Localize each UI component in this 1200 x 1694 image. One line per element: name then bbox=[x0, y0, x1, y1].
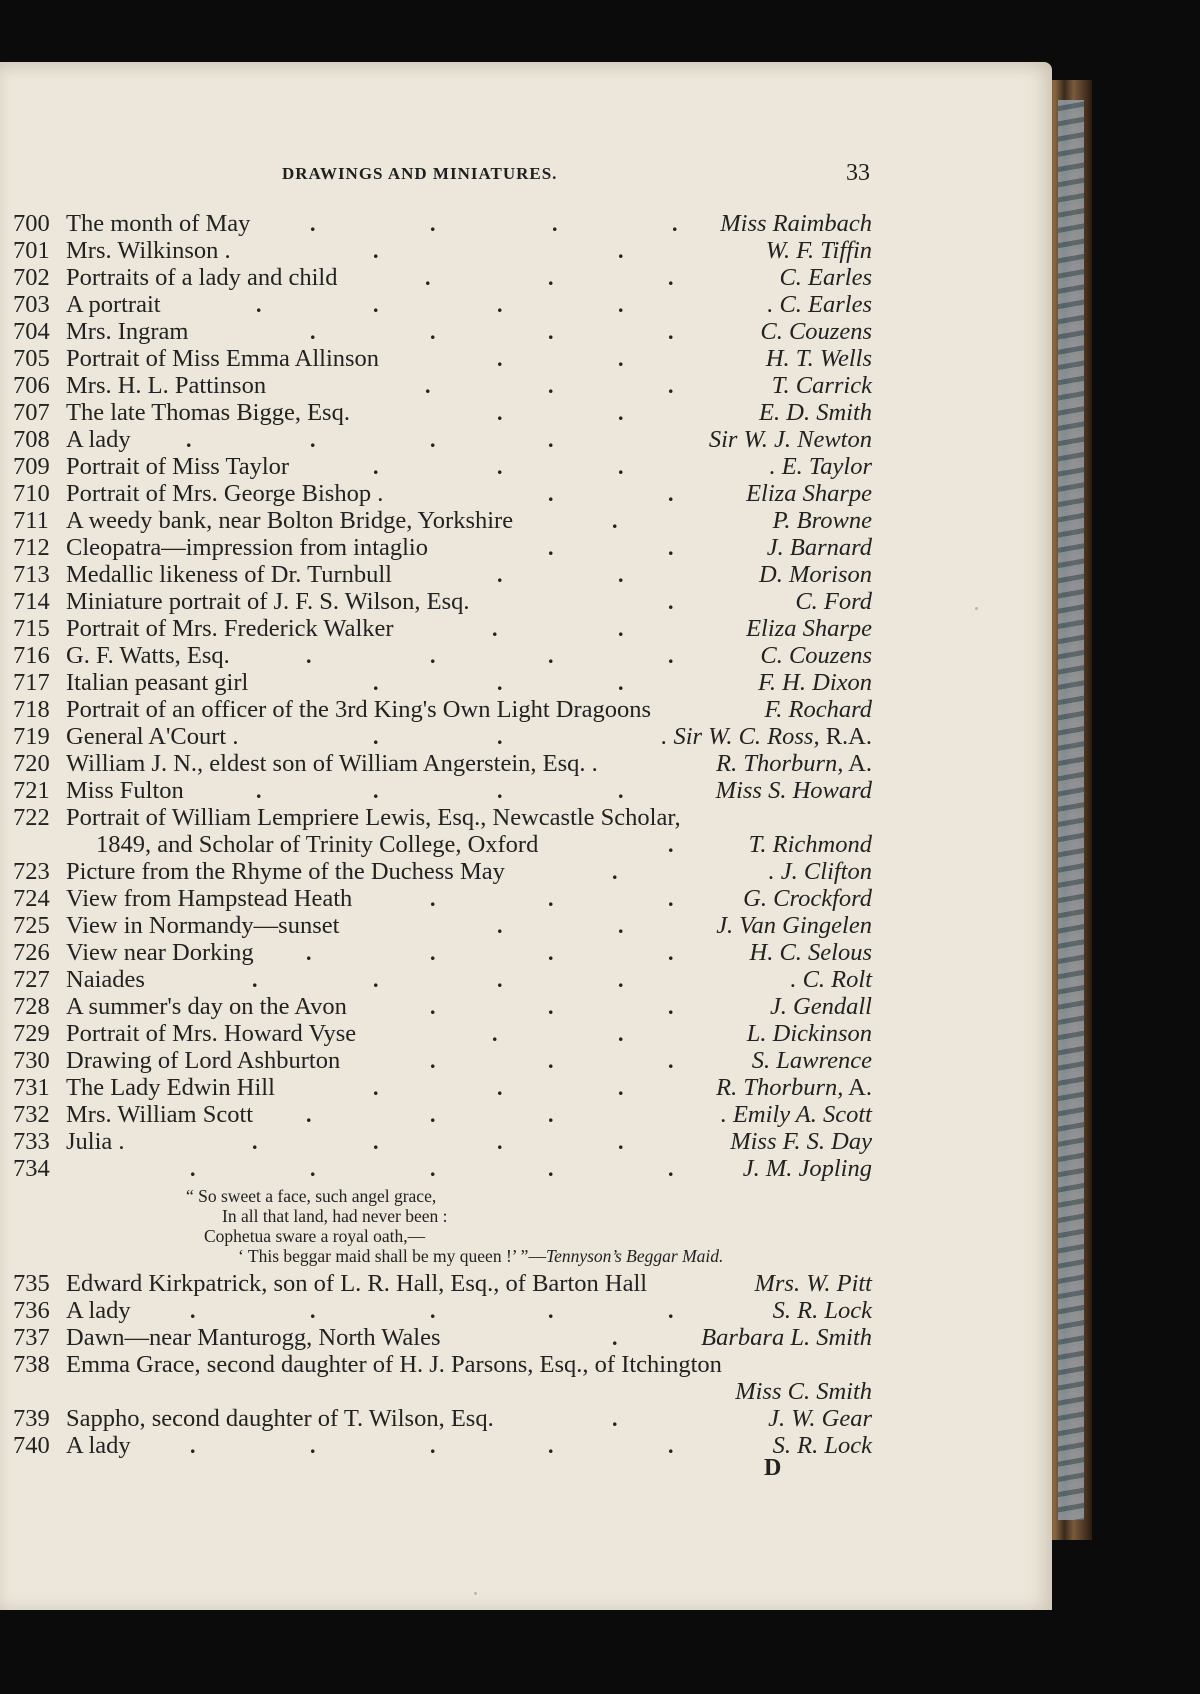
catalogue-entry: 707 The late Thomas Bigge, Esq. . . E. D. Smith bbox=[13, 399, 872, 426]
entry-title: View near Dorking bbox=[66, 939, 254, 966]
entry-number: 704 bbox=[13, 318, 50, 345]
entry-title: The month of May bbox=[66, 210, 251, 237]
catalogue-entry: 727 Naiades . . . . . C. Rolt bbox=[13, 966, 872, 993]
entry-artist: R. Thorburn, A. bbox=[716, 750, 872, 777]
entry-number: 731 bbox=[13, 1074, 50, 1101]
entry-artist: J. Gendall bbox=[769, 993, 872, 1020]
catalogue-entry bbox=[0, 696, 1052, 723]
entry-artist: C. Ford bbox=[795, 588, 872, 615]
entry-number: 730 bbox=[13, 1047, 50, 1074]
entry-number: 740 bbox=[13, 1432, 50, 1459]
entry-number: 724 bbox=[13, 885, 50, 912]
entry-artist: D. Morison bbox=[759, 561, 872, 588]
entry-number: 718 bbox=[13, 696, 50, 723]
entry-artist: C. Earles bbox=[779, 264, 872, 291]
quote-line: ‘ This beggar maid shall be my queen !’ ”—Tennyson’s Beggar Maid. bbox=[238, 1246, 724, 1266]
entry-number: 705 bbox=[13, 345, 50, 372]
entry-artist: Miss S. Howard bbox=[715, 777, 872, 804]
entry-title: Naiades bbox=[66, 966, 145, 993]
entry-title: Portrait of Mrs. Howard Vyse bbox=[66, 1020, 357, 1047]
entry-artist: T. Carrick bbox=[771, 372, 872, 399]
catalogue-entry: 724 View from Hampstead Heath . . . G. Crockford bbox=[13, 885, 872, 912]
entry-number: 711 bbox=[13, 507, 49, 534]
entry-number: 708 bbox=[13, 426, 50, 453]
entry-title: Cleopatra—impression from intaglio bbox=[66, 534, 428, 561]
catalogue-entry: 733 Julia . . . . . Miss F. S. Day bbox=[13, 1128, 872, 1155]
entry-number: 720 bbox=[13, 750, 50, 777]
entry-title: The late Thomas Bigge, Esq. bbox=[66, 399, 350, 426]
entry-title: Miss Fulton bbox=[66, 777, 184, 804]
entry-title: Portraits of a lady and child bbox=[66, 264, 338, 291]
entry-title: Drawing of Lord Ashburton bbox=[66, 1047, 341, 1074]
entry-artist: S. R. Lock bbox=[772, 1297, 872, 1324]
marbled-page-edge bbox=[1058, 100, 1084, 1520]
catalogue-entry: 730 Drawing of Lord Ashburton . . . S. Lawrence bbox=[13, 1047, 872, 1074]
entry-title: A weedy bank, near Bolton Bridge, Yorkshire bbox=[66, 507, 514, 534]
entry-number: 714 bbox=[13, 588, 50, 615]
entry-title: Sappho, second daughter of T. Wilson, Esq. bbox=[66, 1405, 494, 1432]
catalogue-entry: 736 A lady . . . . . S. R. Lock bbox=[13, 1297, 872, 1324]
entry-artist: Miss Raimbach bbox=[720, 210, 872, 237]
entry-artist: S. R. Lock bbox=[772, 1432, 872, 1459]
entry-title: Mrs. Wilkinson . bbox=[66, 237, 231, 264]
entry-number: 710 bbox=[13, 480, 50, 507]
entry-artist: J. M. Jopling bbox=[742, 1155, 872, 1182]
entry-number: 701 bbox=[13, 237, 50, 264]
catalogue-entry: 714 Miniature portrait of J. F. S. Wilson, Esq. . C. Ford bbox=[13, 588, 872, 615]
catalogue-list bbox=[0, 210, 1052, 1459]
entry-artist: . C. Rolt bbox=[790, 966, 872, 993]
entry-title: Portrait of Mrs. George Bishop . bbox=[66, 480, 384, 507]
entry-number: 717 bbox=[13, 669, 50, 696]
entry-artist: E. D. Smith bbox=[759, 399, 872, 426]
entry-artist: W. F. Tiffin bbox=[765, 237, 872, 264]
entry-artist: Eliza Sharpe bbox=[746, 615, 872, 642]
catalogue-entry: 709 Portrait of Miss Taylor . . . . E. Taylor bbox=[13, 453, 872, 480]
entry-title: A portrait bbox=[66, 291, 161, 318]
entry-number: 706 bbox=[13, 372, 50, 399]
entry-number: 728 bbox=[13, 993, 50, 1020]
catalogue-entry: 734 . . . . . J. M. Jopling bbox=[13, 1155, 872, 1182]
entry-number: 721 bbox=[13, 777, 50, 804]
entry-number: 709 bbox=[13, 453, 50, 480]
entry-title: General A'Court . bbox=[66, 723, 239, 750]
catalogue-entry: 700 The month of May . . . . Miss Raimbach bbox=[13, 210, 872, 237]
page-header bbox=[0, 160, 1052, 190]
entry-title: Emma Grace, second daughter of H. J. Parsons, Esq., of Itchington bbox=[66, 1351, 722, 1378]
quotation bbox=[0, 1182, 1052, 1270]
entry-artist: Miss C. Smith bbox=[735, 1378, 872, 1405]
entry-artist: J. Van Gingelen bbox=[716, 912, 872, 939]
page-number: 33 bbox=[846, 160, 870, 186]
entry-artist: Eliza Sharpe bbox=[746, 480, 872, 507]
entry-artist: J. W. Gear bbox=[768, 1405, 872, 1432]
entry-artist: . C. Earles bbox=[767, 291, 872, 318]
entry-title: View in Normandy—sunset bbox=[66, 912, 340, 939]
entry-title: Mrs. H. L. Pattinson bbox=[66, 372, 267, 399]
entry-number: 700 bbox=[13, 210, 50, 237]
entry-title: The Lady Edwin Hill bbox=[66, 1074, 275, 1101]
entry-title: Miniature portrait of J. F. S. Wilson, Esq. bbox=[66, 588, 470, 615]
entry-title: A lady bbox=[66, 1297, 131, 1324]
entry-title-continuation: 1849, and Scholar of Trinity College, Oxford bbox=[96, 831, 539, 858]
catalogue-entry bbox=[0, 750, 1052, 777]
catalogue-entry: 723 Picture from the Rhyme of the Duchess May . . J. Clifton bbox=[13, 858, 872, 885]
catalogue-entry: 711 A weedy bank, near Bolton Bridge, Yorkshire . P. Browne bbox=[13, 507, 872, 534]
catalogue-entry: 703 A portrait . . . . . C. Earles bbox=[13, 291, 872, 318]
catalogue-entry: 739 Sappho, second daughter of T. Wilson, Esq. . J. W. Gear bbox=[13, 1405, 872, 1432]
entry-artist: . J. Clifton bbox=[768, 858, 872, 885]
entry-artist: . E. Taylor bbox=[769, 453, 872, 480]
entry-title: Mrs. William Scott bbox=[66, 1101, 254, 1128]
catalogue-entry: 706 Mrs. H. L. Pattinson . . . T. Carrick bbox=[13, 372, 872, 399]
entry-number: 707 bbox=[13, 399, 50, 426]
entry-title: Edward Kirkpatrick, son of L. R. Hall, Esq., of Barton Hall bbox=[66, 1270, 648, 1297]
entry-title: Mrs. Ingram bbox=[66, 318, 189, 345]
catalogue-entry bbox=[0, 804, 1052, 831]
entry-artist: L. Dickinson bbox=[746, 1020, 872, 1047]
entry-number: 727 bbox=[13, 966, 50, 993]
catalogue-entry: 717 Italian peasant girl . . . F. H. Dixon bbox=[13, 669, 872, 696]
entry-artist: R. Thorburn, A. bbox=[716, 1074, 872, 1101]
entry-artist: . Sir W. C. Ross, R.A. bbox=[661, 723, 872, 750]
entry-artist: H. C. Selous bbox=[749, 939, 872, 966]
entry-artist: S. Lawrence bbox=[751, 1047, 872, 1074]
entry-title: A lady bbox=[66, 426, 131, 453]
catalogue-entry-continuation bbox=[0, 1378, 1052, 1405]
entry-title: Medallic likeness of Dr. Turnbull bbox=[66, 561, 392, 588]
catalogue-entry: 715 Portrait of Mrs. Frederick Walker . . Eliza Sharpe bbox=[13, 615, 872, 642]
catalogue-entry: 713 Medallic likeness of Dr. Turnbull . . D. Morison bbox=[13, 561, 872, 588]
quote-source: Tennyson’s Beggar Maid. bbox=[545, 1246, 724, 1266]
entry-title: Portrait of Miss Taylor bbox=[66, 453, 290, 480]
catalogue-entry: 716 G. F. Watts, Esq. . . . . C. Couzens bbox=[13, 642, 872, 669]
entry-title: A summer's day on the Avon bbox=[66, 993, 347, 1020]
entry-artist: Sir W. J. Newton bbox=[708, 426, 872, 453]
entry-number: 702 bbox=[13, 264, 50, 291]
entry-artist: C. Couzens bbox=[760, 642, 872, 669]
entry-number: 729 bbox=[13, 1020, 50, 1047]
entry-title: Picture from the Rhyme of the Duchess May bbox=[66, 858, 505, 885]
catalogue-entry: 728 A summer's day on the Avon . . . J. Gendall bbox=[13, 993, 872, 1020]
entry-artist: H. T. Wells bbox=[765, 345, 872, 372]
entry-title: Portrait of an officer of the 3rd King's Own Light Dragoons bbox=[66, 696, 652, 723]
catalogue-entry: 708 A lady . . . . Sir W. J. Newton bbox=[13, 426, 872, 453]
entry-number: 715 bbox=[13, 615, 50, 642]
signature-mark: D bbox=[764, 1455, 782, 1481]
entry-number: 713 bbox=[13, 561, 50, 588]
catalogue-entry bbox=[0, 1351, 1052, 1378]
entry-artist: F. Rochard bbox=[764, 696, 872, 723]
entry-artist: . Emily A. Scott bbox=[720, 1101, 872, 1128]
entry-title: Portrait of Mrs. Frederick Walker bbox=[66, 615, 394, 642]
catalogue-entry: 712 Cleopatra—impression from intaglio . . J. Barnard bbox=[13, 534, 872, 561]
catalogue-entry: 740 A lady . . . . . S. R. Lock bbox=[13, 1432, 872, 1459]
entry-artist: Barbara L. Smith bbox=[701, 1324, 872, 1351]
entry-number: 736 bbox=[13, 1297, 50, 1324]
catalogue-entry: 737 Dawn—near Manturogg, North Wales . Barbara L. Smith bbox=[13, 1324, 872, 1351]
catalogue-entry: 705 Portrait of Miss Emma Allinson . . H. T. Wells bbox=[13, 345, 872, 372]
entry-title: William J. N., eldest son of William Angerstein, Esq. . bbox=[66, 750, 598, 777]
entry-number: 703 bbox=[13, 291, 50, 318]
entry-artist: Miss F. S. Day bbox=[730, 1128, 872, 1155]
catalogue-entry: 710 Portrait of Mrs. George Bishop . . . Eliza Sharpe bbox=[13, 480, 872, 507]
entry-artist: G. Crockford bbox=[743, 885, 872, 912]
entry-artist: F. H. Dixon bbox=[758, 669, 872, 696]
catalogue-entry: 721 Miss Fulton . . . . Miss S. Howard bbox=[13, 777, 872, 804]
entry-artist: C. Couzens bbox=[760, 318, 872, 345]
entry-artist: P. Browne bbox=[772, 507, 872, 534]
entry-number: 737 bbox=[13, 1324, 50, 1351]
catalogue-entry: 726 View near Dorking . . . . H. C. Selous bbox=[13, 939, 872, 966]
entry-title: Julia . bbox=[66, 1128, 125, 1155]
entry-number: 732 bbox=[13, 1101, 50, 1128]
entry-number: 725 bbox=[13, 912, 50, 939]
entry-title: Portrait of Miss Emma Allinson bbox=[66, 345, 380, 372]
catalogue-entry: 731 The Lady Edwin Hill . . . R. Thorburn, A. bbox=[13, 1074, 872, 1101]
entry-number: 733 bbox=[13, 1128, 50, 1155]
entry-title: Dawn—near Manturogg, North Wales bbox=[66, 1324, 441, 1351]
entry-number: 719 bbox=[13, 723, 50, 750]
catalogue-entry bbox=[0, 1270, 1052, 1297]
entry-number: 716 bbox=[13, 642, 50, 669]
catalogue-entry: 704 Mrs. Ingram . . . . C. Couzens bbox=[13, 318, 872, 345]
entry-number: 723 bbox=[13, 858, 50, 885]
entry-number: 739 bbox=[13, 1405, 50, 1432]
entry-number: 734 bbox=[13, 1155, 50, 1182]
entry-artist: T. Richmond bbox=[748, 831, 872, 858]
entry-number: 726 bbox=[13, 939, 50, 966]
entry-number: 722 bbox=[13, 804, 50, 831]
catalogue-entry: 719 General A'Court . . . . Sir W. C. Ross, R.A. bbox=[13, 723, 872, 750]
catalogue-entry: 701 Mrs. Wilkinson . . . W. F. Tiffin bbox=[13, 237, 872, 264]
quote-line: Cophetua sware a royal oath,— bbox=[204, 1226, 426, 1246]
quote-line: “ So sweet a face, such angel grace, bbox=[186, 1186, 437, 1206]
entry-artist: J. Barnard bbox=[766, 534, 872, 561]
entry-number: 735 bbox=[13, 1270, 50, 1297]
entry-title: Portrait of William Lempriere Lewis, Esq., Newcastle Scholar, bbox=[66, 804, 681, 831]
entry-title: View from Hampstead Heath bbox=[66, 885, 353, 912]
entry-number: 712 bbox=[13, 534, 50, 561]
entry-artist: Mrs. W. Pitt bbox=[754, 1270, 872, 1297]
running-title: DRAWINGS AND MINIATURES. bbox=[282, 164, 558, 183]
entry-number: 738 bbox=[13, 1351, 50, 1378]
catalogue-entry: 725 View in Normandy—sunset . . J. Van Gingelen bbox=[13, 912, 872, 939]
catalogue-entry-continuation: 1849, and Scholar of Trinity College, Oxford . T. Richmond bbox=[96, 831, 872, 858]
catalogue-entry: 732 Mrs. William Scott . . . . Emily A. Scott bbox=[13, 1101, 872, 1128]
quote-line: In all that land, had never been : bbox=[222, 1206, 448, 1226]
entry-title: Italian peasant girl bbox=[66, 669, 249, 696]
entry-title: A lady bbox=[66, 1432, 131, 1459]
catalogue-entry: 702 Portraits of a lady and child . . . C. Earles bbox=[13, 264, 872, 291]
catalogue-entry: 729 Portrait of Mrs. Howard Vyse . . L. Dickinson bbox=[13, 1020, 872, 1047]
entry-title: G. F. Watts, Esq. bbox=[66, 642, 230, 669]
